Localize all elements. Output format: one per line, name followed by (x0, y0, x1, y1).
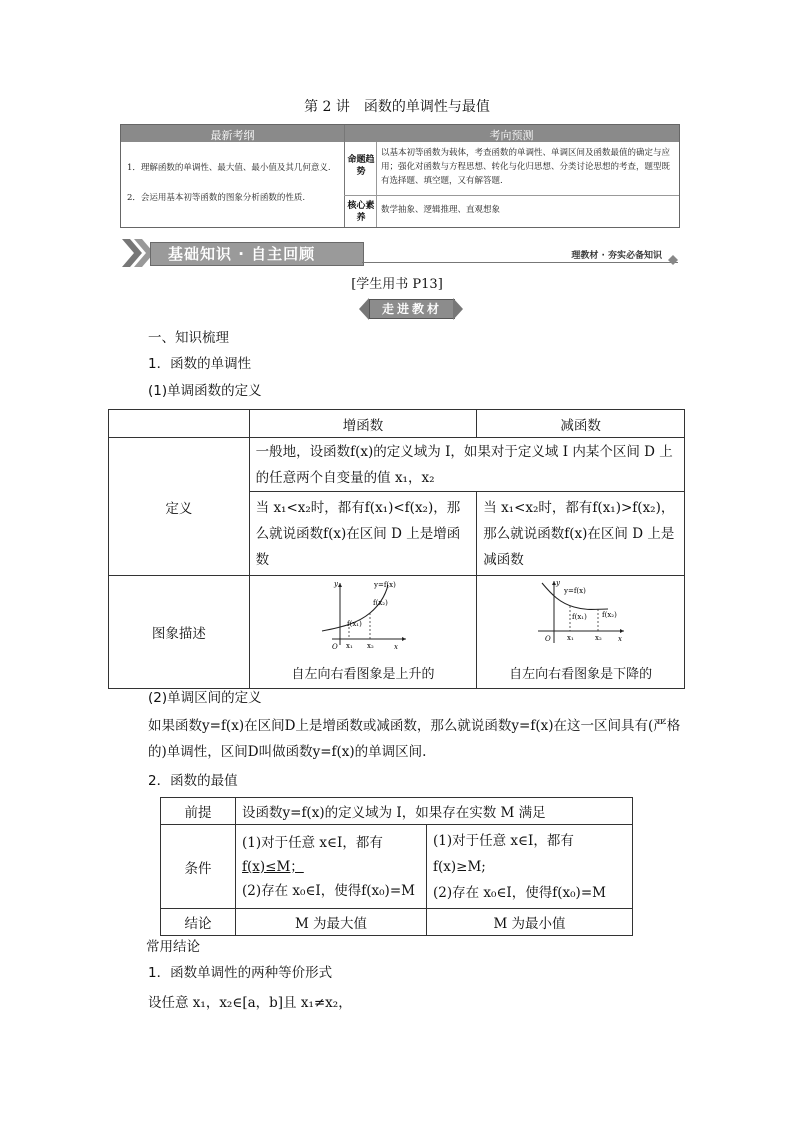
heading-common-conclusions: 常用结论 (146, 939, 200, 955)
heading-monotonicity: 1．函数的单调性 (148, 356, 252, 372)
heading-knowledge: 一、知识梳理 (148, 330, 229, 346)
col-forecast: 考向预测 (489, 129, 534, 142)
section-banner (120, 237, 680, 267)
graph-inc-x2: x₂ (366, 642, 374, 649)
caption-increasing (256, 663, 471, 682)
graph-dec-y-label: y (555, 579, 560, 587)
graph-cell-increasing (249, 576, 477, 689)
premise-text: 设函数y=f(x)的定义域为 I，如果存在实数 M 满足 (236, 798, 633, 825)
divider (344, 125, 345, 227)
condition-max-line-1: (1)对于任意 x∈I，都有 (242, 834, 383, 851)
definition-increasing: 当 x₁<x₂时，都有f(x₁)<f(x₂)，那么就说函数f(x)在区间 D 上是增函数 (249, 492, 477, 576)
badge-label: 走进教材 (369, 299, 455, 319)
col-latest-outline: 最新考纲 (210, 129, 255, 142)
graph-cell-decreasing (477, 576, 685, 689)
graph-inc-origin: O (331, 643, 338, 649)
graph-inc-fx2: f(x₂) (372, 599, 388, 607)
graph-dec-func-label: y=f(x) (563, 587, 586, 595)
core-text: 数学抽象、逻辑推理、直观想象 (381, 205, 501, 215)
col-decreasing: 减函数 (477, 410, 685, 438)
extrema-table (160, 797, 633, 936)
heading-equivalent-forms: 1．函数单调性的两种等价形式 (148, 965, 333, 981)
condition-min-line-2: (2)存在 x₀∈I，使得f(x₀)=M (433, 884, 606, 901)
divider (376, 142, 377, 227)
outline-item-1: 1．理解函数的单调性、最大值、最小值及其几何意义. (127, 163, 331, 173)
caption-decreasing-text: 自左向右看图象是下降的 (509, 667, 653, 682)
condition-min-line-1: (1)对于任意 x∈I，都有 f(x)≥M; (433, 832, 574, 875)
definition-decreasing: 当 x₁<x₂时，都有f(x₁)>f(x₂)，那么就说函数f(x)在区间 D 上是减函数 (477, 492, 685, 576)
condition-max-line-3: (2)存在 x₀∈I，使得f(x₀)=M (242, 882, 415, 899)
graph-dec-origin: O (544, 635, 551, 643)
outline-table-header (121, 125, 679, 142)
conclusion-min: M 为最小值 (427, 909, 633, 936)
decreasing-graph (536, 579, 626, 649)
heading-interval-def: (2)单调区间的定义 (148, 690, 262, 706)
equivalent-forms-text: 设任意 x₁，x₂∈[a，b]且 x₁≠x₂， (148, 995, 352, 1011)
row-label-definition: 定义 (109, 438, 250, 576)
banner-subtitle: 理教材 · 夯实必备知识 (571, 251, 662, 261)
graph-inc-y-label: y (333, 580, 338, 588)
banner-underline (362, 262, 678, 263)
graph-dec-x2: x₂ (594, 634, 602, 642)
diamond-icon (668, 255, 678, 265)
caption-decreasing (483, 663, 678, 682)
definition-common: 一般地，设函数f(x)的定义域为 I，如果对于定义域 I 内某个区间 D 上的任意两个自变量的值 x₁，x₂ (249, 438, 684, 492)
divider (344, 195, 679, 196)
interval-definition: 如果函数y=f(x)在区间D上是增函数或减函数，那么就说函数y=f(x)在这一区间具有(严格的)单调性，区间D叫做函数y=f(x)的单调区间. (148, 718, 681, 760)
increasing-graph (318, 579, 408, 649)
condition-min (427, 825, 633, 909)
row-label-conclusion: 结论 (161, 909, 236, 936)
banner-title: 基础知识 · 自主回顾 (168, 245, 316, 263)
graph-dec-x1: x₁ (566, 634, 574, 642)
outline-item-2: 2．会运用基本初等函数的图象分析函数的性质. (127, 193, 306, 203)
condition-max (236, 825, 427, 909)
graph-dec-fx1: f(x₁) (571, 613, 587, 621)
student-book-ref: [学生用书 P13] (351, 277, 443, 292)
graph-inc-x1: x₁ (345, 642, 353, 649)
col-increasing: 增函数 (249, 410, 477, 438)
arrow-right-icon (453, 298, 463, 320)
graph-inc-fx1: f(x₁) (346, 620, 362, 628)
graph-inc-func-label: y=f(x) (373, 581, 396, 589)
page-title: 第 2 讲 函数的单调性与最值 (304, 99, 490, 115)
graph-dec-fx2: f(x₂) (601, 611, 617, 619)
textbook-badge (357, 297, 465, 321)
outline-table (120, 124, 680, 228)
monotonic-table (108, 409, 685, 689)
conclusion-max: M 为最大值 (236, 909, 427, 936)
trend-text: 以基本初等函数为载体，考查函数的单调性、单调区间及函数最值的确定与应用；强化对函数与方程思想、转化与化归思想、分类讨论思想的考查，题型既有选择题、填空题，又有解答题. (381, 148, 671, 186)
heading-mono-def: (1)单调函数的定义 (148, 383, 262, 399)
trend-label: 命题趋势 (347, 155, 375, 177)
condition-max-line-2: f(x)≤M； (242, 858, 304, 875)
corner-cell (109, 410, 250, 438)
heading-extrema: 2．函数的最值 (148, 773, 238, 789)
row-label-condition: 条件 (161, 825, 236, 909)
core-label: 核心素养 (347, 201, 375, 223)
graph-dec-x-label: x (617, 635, 622, 643)
arrow-left-icon (359, 298, 369, 320)
graph-inc-x-label: x (393, 643, 398, 649)
row-label-graph: 图象描述 (109, 576, 250, 689)
caption-increasing-text: 自左向右看图象是上升的 (291, 667, 435, 682)
row-label-premise: 前提 (161, 798, 236, 825)
